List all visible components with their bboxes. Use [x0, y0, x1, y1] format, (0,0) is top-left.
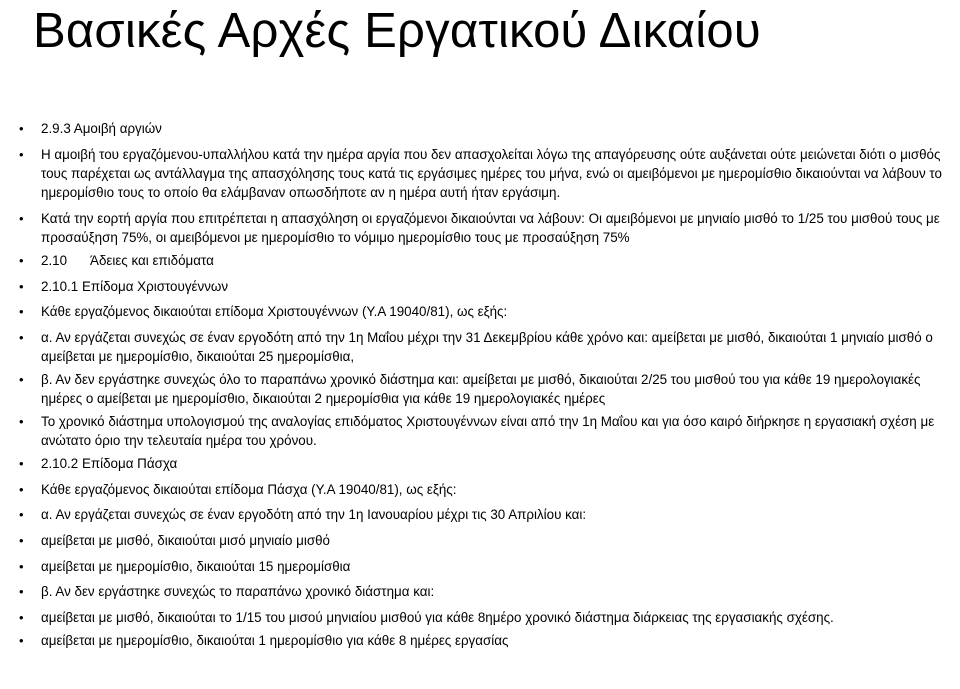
bullet-icon: •: [19, 210, 24, 226]
item-text: αμείβεται με μισθό, δικαιούται το 1/15 του μισού μηνιαίου μισθού για κάθε 8ημέρο χρονικό διάστημα διάρκειας της εργασιακής σχέσης.: [41, 610, 834, 626]
bullet-icon: •: [19, 507, 24, 523]
item-text: 2.10.2 Επίδομα Πάσχα: [41, 455, 178, 471]
bullet-icon: •: [19, 252, 24, 268]
item-text: Κάθε εργαζόμενος δικαιούται επίδομα Χριστουγέννων (Υ.Α 19040/81), ως εξής:: [41, 304, 508, 320]
list-item: [19, 209, 954, 248]
bullet-icon: •: [19, 330, 24, 346]
list-item: [19, 370, 954, 409]
bullet-list: [19, 119, 954, 653]
bullet-icon: •: [19, 455, 24, 471]
bullet-icon: •: [19, 584, 24, 600]
list-item: [19, 302, 954, 321]
item-text: α. Αν εργάζεται συνεχώς σε έναν εργοδότη από την 1η Μαΐου μέχρι την 31 Δεκεμβρίου κάθε χρόνο και: αμείβεται με μισθό, δικαιούται 1 μηνιαίο μισθό ο αμείβεται με ημερομίσθιο, δικαιούται 25 ημερομίσθια,: [41, 330, 933, 365]
item-text: Άδειες και επιδόματα: [90, 252, 214, 268]
list-item: [19, 277, 954, 296]
item-text: α. Αν εργάζεται συνεχώς σε έναν εργοδότη από την 1η Ιανουαρίου μέχρι τις 30 Απριλίου και:: [41, 507, 587, 523]
bullet-icon: •: [19, 558, 24, 574]
item-text: αμείβεται με ημερομίσθιο, δικαιούται 1 ημερομίσθιο για κάθε 8 ημέρες εργασίας: [41, 632, 509, 648]
list-item: [19, 608, 954, 627]
list-item: [19, 557, 954, 576]
bullet-icon: •: [19, 610, 24, 626]
list-item: [19, 480, 954, 499]
item-text: Η αμοιβή του εργαζόμενου-υπαλλήλου κατά την ημέρα αργία που δεν απασχολείται λόγω της απαγόρευσης ούτε αυξάνεται ούτε μειώνεται διότι ο μισθός τους παρέχεται ως αντάλλαγμα της απασχόλησης τους κατά τις εργάσιμες ημέρες του μήνα, ενώ οι αμειβόμενοι με ημερομίσθιο δικαιούνται να λάβουν το ημερομίσθιο τους το οποίο θα ελάμβαναν οπωσδήποτε αν η ημέρα αυτή ήταν εργάσιμη.: [41, 146, 942, 201]
item-text: β. Αν δεν εργάστηκε συνεχώς το παραπάνω χρονικό διάστημα και:: [41, 584, 435, 600]
bullet-icon: •: [19, 481, 24, 497]
list-item: [19, 145, 954, 203]
bullet-icon: •: [19, 304, 24, 320]
bullet-icon: •: [19, 632, 24, 648]
list-item: [19, 328, 954, 367]
bullet-icon: •: [19, 533, 24, 549]
list-item: [19, 531, 954, 550]
item-text: Κατά την εορτή αργία που επιτρέπεται η απασχόληση οι εργαζόμενοι δικαιούνται να λάβουν: Οι αμειβόμενοι με μηνιαίο μισθό το 1/25 του μισθού τους με προσαύξηση 75%, οι αμειβόμενοι με ημερομίσθιο το νόμιμο ημερομίσθιο τους με προσαύξηση 75%: [41, 210, 940, 246]
list-item: [19, 454, 954, 473]
item-text: Το χρονικό διάστημα υπολογισμού της αναλογίας επιδόματος Χριστουγέννων είναι από την 1η Μαΐου και για όσο καιρό διήρκησε η εργασιακή σχέση με ανώτατο όριο την τελευταία ημέρα του χρόνου.: [41, 413, 935, 449]
list-item: [19, 119, 954, 138]
item-number: 2.10: [41, 252, 68, 268]
item-text: αμείβεται με μισθό, δικαιούται μισό μηνιαίο μισθό: [41, 533, 330, 549]
bullet-icon: •: [19, 146, 24, 162]
bullet-icon: •: [19, 121, 24, 136]
bullet-icon: •: [19, 413, 24, 429]
page-title: Βασικές Αρχές Εργατικού Δικαίου: [33, 4, 761, 58]
item-text: Κάθε εργαζόμενος δικαιούται επίδομα Πάσχα (Υ.Α 19040/81), ως εξής:: [41, 481, 457, 497]
item-text: 2.10.1 Επίδομα Χριστουγέννων: [41, 278, 229, 294]
bullet-icon: •: [19, 278, 24, 294]
item-text: β. Αν δεν εργάστηκε συνεχώς όλο το παραπάνω χρονικό διάστημα και: αμείβεται με μισθό, δικαιούται 2/25 του μισθού του για κάθε 19 ημερολογιακές ημέρες ο αμείβεται με ημερομίσθιο, δικαιούται 2 ημερομίσθια για κάθε 19 ημερολογιακές ημέρες: [41, 372, 921, 407]
list-item: [19, 505, 954, 524]
item-text: αμείβεται με ημερομίσθιο, δικαιούται 15 ημερομίσθια: [41, 558, 351, 574]
list-item: [19, 582, 954, 601]
list-item: [19, 251, 954, 270]
list-item: [19, 631, 954, 650]
item-text: 2.9.3 Αμοιβή αργιών: [41, 121, 162, 136]
list-item: [19, 412, 954, 451]
bullet-icon: •: [19, 372, 24, 387]
